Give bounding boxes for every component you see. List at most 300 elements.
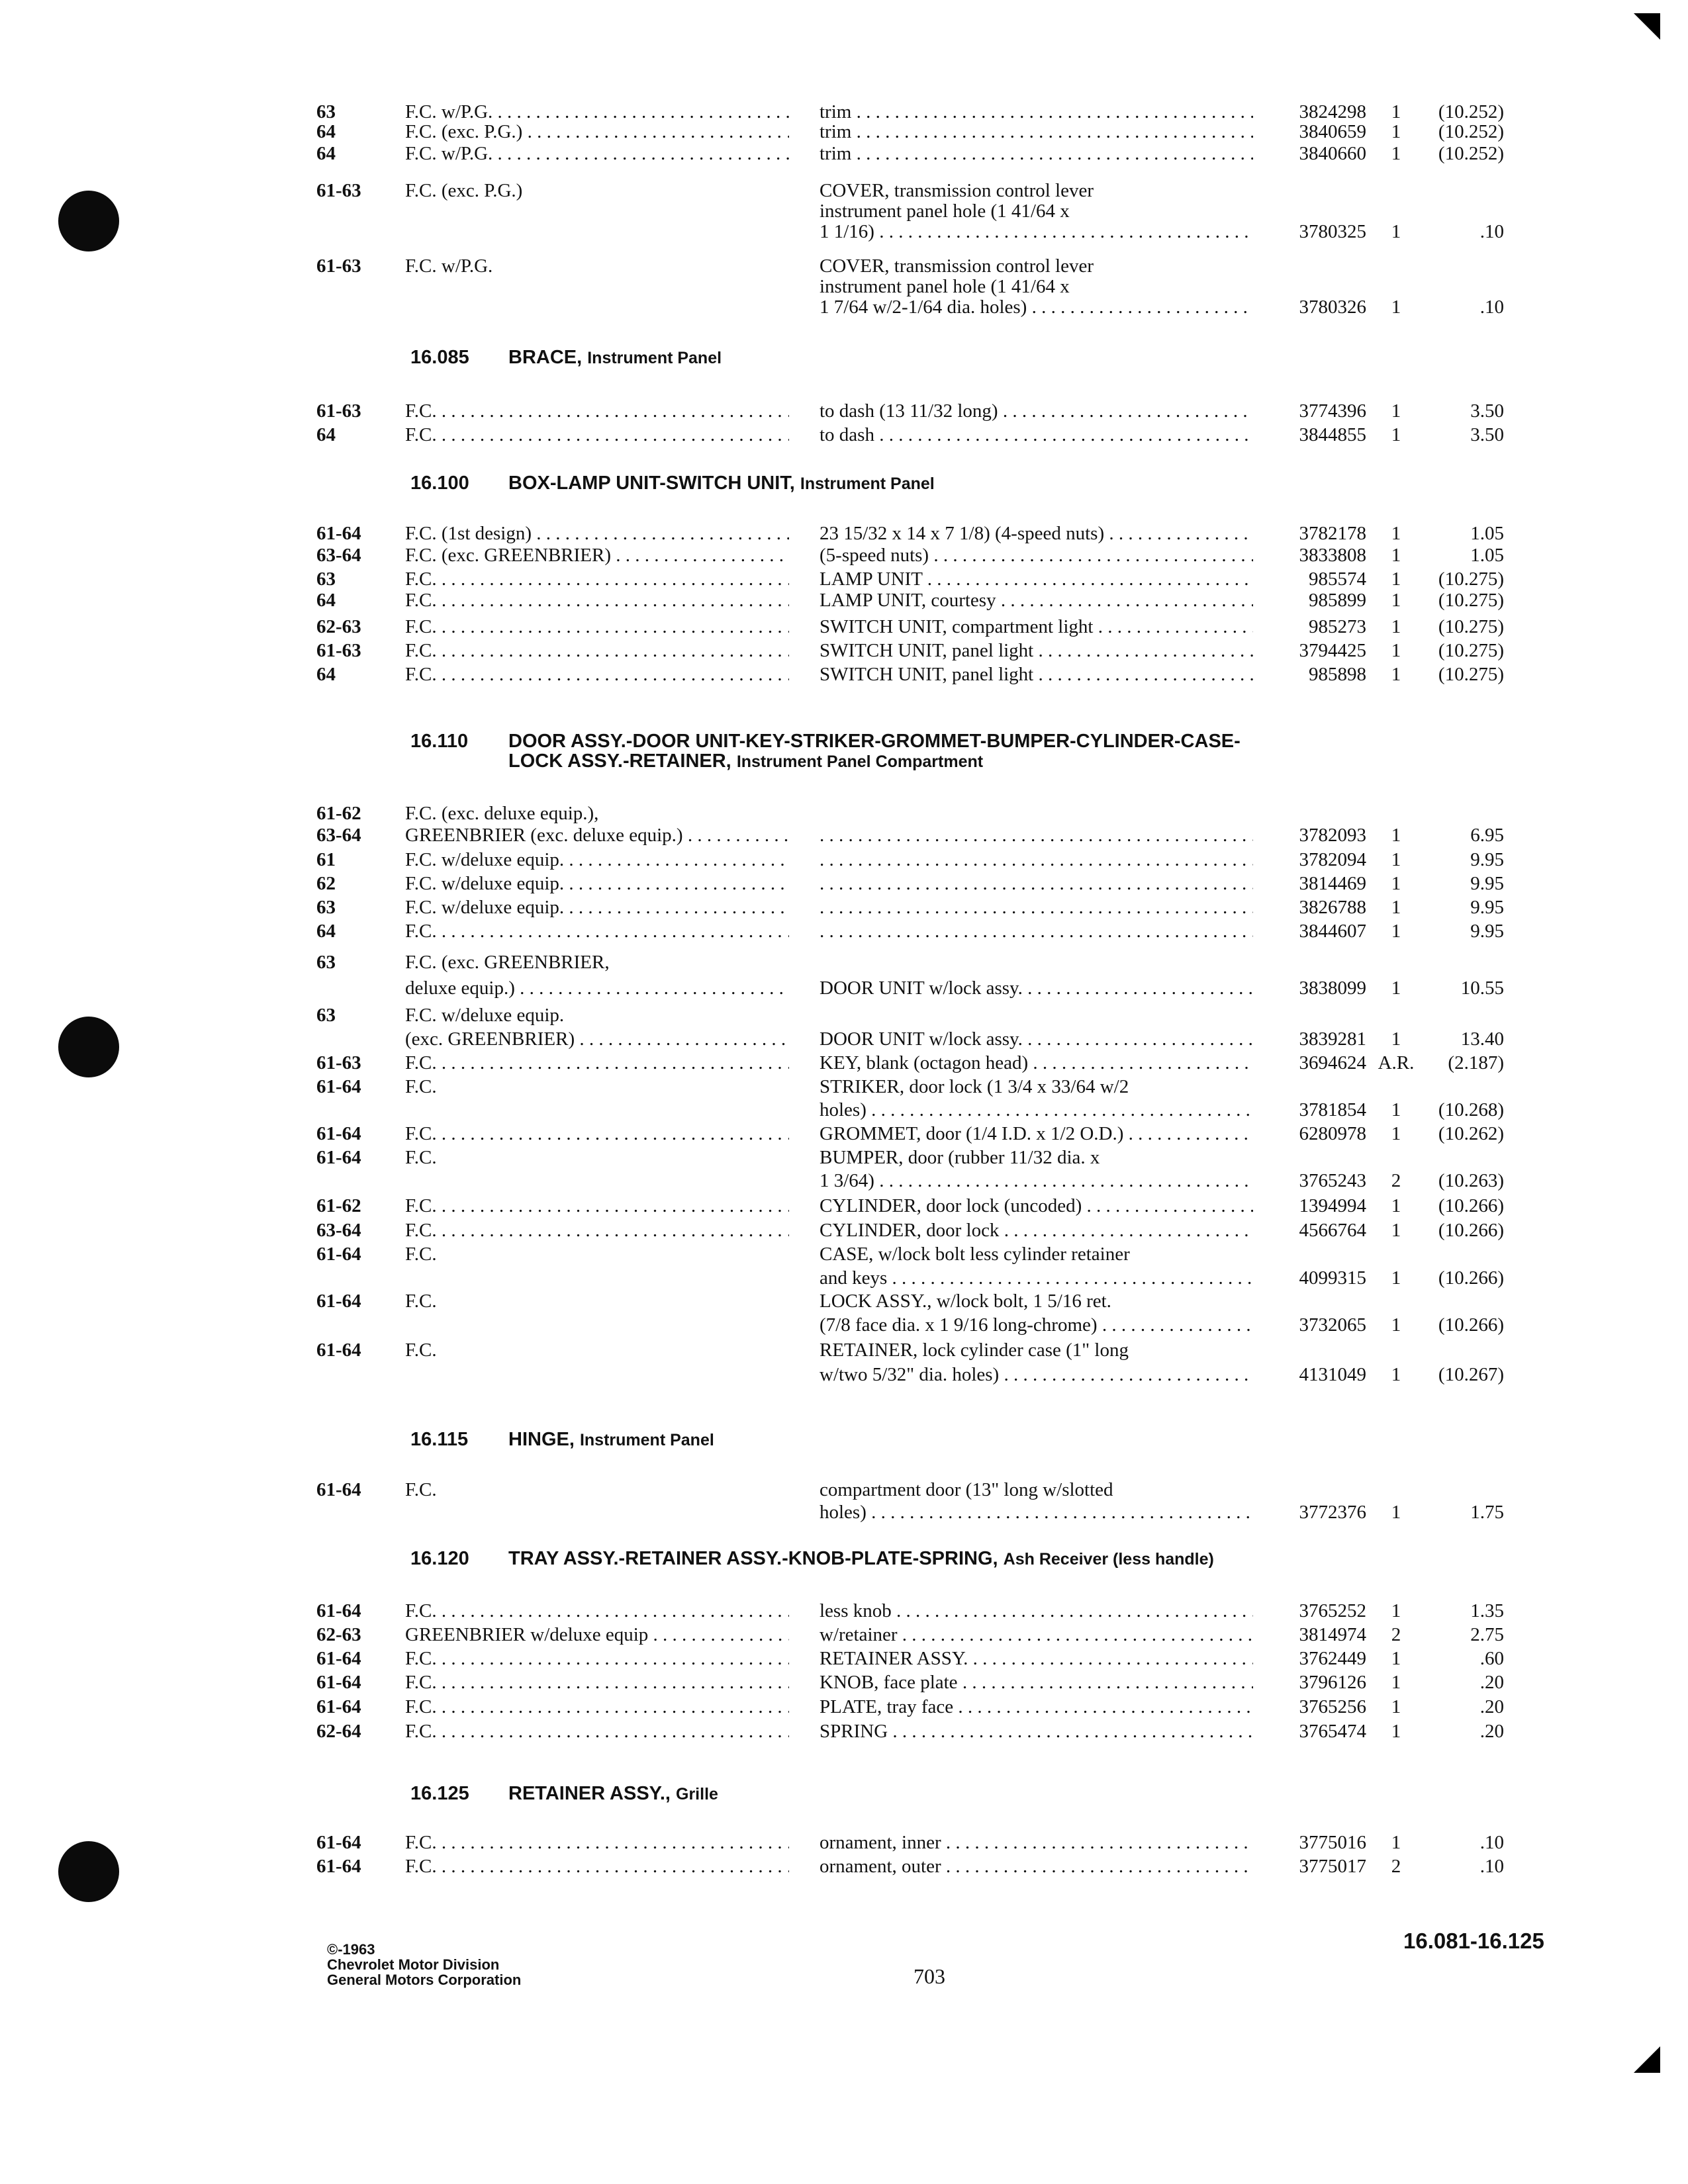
col-year: 63 [316, 101, 336, 122]
col-quantity: 1 [1391, 545, 1401, 566]
col-year: 61-64 [316, 1244, 361, 1265]
col-application: deluxe equip.) . . . [405, 976, 789, 1001]
col-year: 61-63 [316, 180, 361, 201]
col-application: F.C. . . . [405, 1854, 789, 1879]
col-description: LAMP UNIT . . . [820, 567, 1253, 592]
section-number: 16.115 [410, 1429, 469, 1450]
col-year: 61-64 [316, 1672, 361, 1693]
col-group: 9.95 [1470, 921, 1504, 942]
col-description: CYLINDER, door lock (uncoded) . . . [820, 1193, 1253, 1218]
section-title [508, 1426, 714, 1453]
col-description: 23 15/32 x 14 x 7 1/8) (4-speed nuts) . . . [820, 521, 1253, 546]
col-description: 1 1/16) . . . [820, 219, 1253, 244]
col-group: 2.75 [1470, 1624, 1504, 1645]
col-quantity: 2 [1391, 1624, 1401, 1645]
col-application: F.C. (exc. P.G.) . . . [405, 119, 789, 144]
catalog-row [0, 1026, 1688, 1052]
col-part-number: 3775017 [1299, 1856, 1366, 1877]
col-part-number: 3765243 [1299, 1170, 1366, 1191]
catalog-row [0, 1854, 1688, 1879]
col-part-number: 3772376 [1299, 1502, 1366, 1523]
catalog-row [0, 1500, 1688, 1525]
col-application: F.C. [405, 1291, 437, 1312]
col-group: 6.95 [1470, 825, 1504, 846]
col-group: 9.95 [1470, 873, 1504, 894]
col-group: (10.262) [1438, 1123, 1504, 1144]
col-group: .10 [1479, 221, 1504, 242]
catalog-row [0, 1694, 1688, 1719]
col-description: CASE, w/lock bolt less cylinder retainer [820, 1244, 1130, 1265]
col-group: 9.95 [1470, 897, 1504, 918]
col-description: and keys . . . [820, 1265, 1253, 1291]
col-application: GREENBRIER (exc. deluxe equip.) . . . [405, 823, 789, 848]
col-description [820, 823, 1253, 848]
col-application: F.C. [405, 1076, 437, 1097]
col-part-number: 4131049 [1299, 1364, 1366, 1385]
col-description: 1 3/64) . . . [820, 1168, 1253, 1193]
col-group: (10.266) [1438, 1195, 1504, 1216]
col-year: 61-62 [316, 1195, 361, 1216]
col-quantity: 1 [1391, 221, 1401, 242]
footer-copyright: ©-1963 [327, 1941, 375, 1958]
col-description: trim . . . [820, 99, 1253, 124]
catalog-row [0, 1121, 1688, 1146]
col-quantity: 1 [1391, 1600, 1401, 1621]
col-application: F.C. . . . [405, 1121, 789, 1146]
catalog-row [0, 847, 1688, 872]
col-quantity: 1 [1391, 1314, 1401, 1336]
page-number: 703 [914, 1964, 945, 1988]
col-year: 63 [316, 897, 336, 918]
catalog-row [0, 1646, 1688, 1671]
col-year: 62-63 [316, 616, 361, 637]
col-application: F.C. . . . [405, 1670, 789, 1695]
col-quantity: 1 [1391, 1832, 1401, 1853]
col-quantity: 1 [1391, 1028, 1401, 1050]
catalog-row [0, 1719, 1688, 1744]
col-quantity: 1 [1391, 921, 1401, 942]
col-quantity: 1 [1391, 1099, 1401, 1120]
col-year: 61-64 [316, 1696, 361, 1717]
section-title-main: DOOR ASSY.-DOOR UNIT-KEY-STRIKER-GROMMET-BUMPER-CYLINDER-CASE- [508, 731, 1241, 752]
col-part-number: 3824298 [1299, 101, 1366, 122]
col-description: PLATE, tray face . . . [820, 1694, 1253, 1719]
catalog-row [0, 895, 1688, 920]
col-part-number: 3765252 [1299, 1600, 1366, 1621]
col-description: LAMP UNIT, courtesy . . . [820, 588, 1253, 613]
section-title-main: TRAY ASSY.-RETAINER ASSY.-KNOB-PLATE-SPRING, [508, 1548, 998, 1569]
col-year: 61-64 [316, 523, 361, 544]
catalog-row [0, 1242, 1688, 1267]
catalog-row [0, 1622, 1688, 1647]
col-description: LOCK ASSY., w/lock bolt, 1 5/16 ret. [820, 1291, 1111, 1312]
col-part-number: 985899 [1309, 590, 1366, 611]
group-range: 16.081-16.125 [1403, 1929, 1544, 1953]
col-year: 61-64 [316, 1076, 361, 1097]
col-quantity: 1 [1391, 101, 1401, 122]
footer-credit [327, 1942, 521, 1987]
col-year: 61-64 [316, 1123, 361, 1144]
col-quantity: 1 [1391, 1502, 1401, 1523]
col-description: BUMPER, door (rubber 11/32 dia. x [820, 1147, 1100, 1168]
col-application: F.C. . . . [405, 588, 789, 613]
catalog-row [0, 1312, 1688, 1338]
col-year: 62-63 [316, 1624, 361, 1645]
section-number: 16.085 [410, 347, 469, 368]
section-title-main: HINGE, [508, 1429, 575, 1450]
col-description: CYLINDER, door lock . . . [820, 1218, 1253, 1243]
col-description: SWITCH UNIT, panel light . . . [820, 638, 1253, 663]
col-quantity: 1 [1391, 400, 1401, 422]
col-application: F.C. w/deluxe equip. [405, 1005, 565, 1026]
col-quantity: 1 [1391, 296, 1401, 318]
section-title [508, 1545, 1214, 1572]
col-description: holes) . . . [820, 1500, 1253, 1525]
col-application: F.C. w/deluxe equip. . . . [405, 871, 789, 896]
col-year: 61-63 [316, 640, 361, 661]
col-year: 61-63 [316, 1052, 361, 1073]
col-application: F.C. . . . [405, 398, 789, 424]
col-group: (10.266) [1438, 1220, 1504, 1241]
col-group: .20 [1479, 1721, 1504, 1742]
col-application: F.C. [405, 1147, 437, 1168]
col-application: F.C. . . . [405, 1193, 789, 1218]
col-group: 13.40 [1460, 1028, 1504, 1050]
col-quantity: 1 [1391, 1123, 1401, 1144]
col-description: DOOR UNIT w/lock assy. . . . [820, 976, 1253, 1001]
col-description: SWITCH UNIT, compartment light . . . [820, 614, 1253, 639]
col-description: COVER, transmission control lever [820, 180, 1094, 201]
col-part-number: 3765474 [1299, 1721, 1366, 1742]
col-group: 1.05 [1470, 545, 1504, 566]
catalog-row [0, 662, 1688, 687]
col-year: 64 [316, 664, 336, 685]
col-quantity: 1 [1391, 143, 1401, 164]
col-year: 61-64 [316, 1648, 361, 1669]
section-number: 16.100 [410, 473, 469, 494]
catalog-row [0, 614, 1688, 639]
col-part-number: 3794425 [1299, 640, 1366, 661]
catalog-row [0, 1670, 1688, 1695]
section-number: 16.120 [410, 1548, 469, 1569]
col-application: F.C. . . . [405, 1050, 789, 1075]
col-description: compartment door (13" long w/slotted [820, 1479, 1113, 1500]
col-group: .20 [1479, 1696, 1504, 1717]
col-application: F.C. w/deluxe equip. . . . [405, 847, 789, 872]
col-group: 3.50 [1470, 400, 1504, 422]
col-description: KNOB, face plate . . . [820, 1670, 1253, 1695]
col-application: F.C. w/deluxe equip. . . . [405, 895, 789, 920]
col-quantity: 1 [1391, 640, 1401, 661]
catalog-row [0, 398, 1688, 424]
col-year: 61-64 [316, 1856, 361, 1877]
col-quantity: 1 [1391, 1672, 1401, 1693]
col-quantity: 1 [1391, 1364, 1401, 1385]
col-application: (exc. GREENBRIER) . . . [405, 1026, 789, 1052]
col-part-number: 6280978 [1299, 1123, 1366, 1144]
col-year: 61-64 [316, 1479, 361, 1500]
col-part-number: 3814974 [1299, 1624, 1366, 1645]
catalog-row [0, 543, 1688, 568]
col-year: 63 [316, 952, 336, 973]
col-description [820, 895, 1253, 920]
col-description: RETAINER ASSY. . . . [820, 1646, 1253, 1671]
col-description: ornament, outer . . . [820, 1854, 1253, 1879]
col-part-number: 3775016 [1299, 1832, 1366, 1853]
section-title [508, 470, 935, 497]
col-group: 1.05 [1470, 523, 1504, 544]
col-application: F.C. . . . [405, 919, 789, 944]
col-part-number: 1394994 [1299, 1195, 1366, 1216]
col-application: F.C. . . . [405, 1218, 789, 1243]
col-part-number: 3839281 [1299, 1028, 1366, 1050]
col-application: F.C. (1st design) . . . [405, 521, 789, 546]
section-title-qualifier: Grille [676, 1785, 718, 1803]
section-title-main: BOX-LAMP UNIT-SWITCH UNIT, [508, 473, 795, 494]
col-application: F.C. [405, 1244, 437, 1265]
catalog-row [0, 1477, 1688, 1502]
col-part-number: 3838099 [1299, 978, 1366, 999]
col-application: F.C. [405, 1340, 437, 1361]
col-quantity: 1 [1391, 1220, 1401, 1241]
col-group: .10 [1479, 296, 1504, 318]
col-application: F.C. . . . [405, 567, 789, 592]
col-part-number: 3694624 [1299, 1052, 1366, 1073]
col-group: (10.275) [1438, 590, 1504, 611]
col-quantity: 1 [1391, 664, 1401, 685]
catalog-row [0, 871, 1688, 896]
col-description: GROMMET, door (1/4 I.D. x 1/2 O.D.) . . . [820, 1121, 1253, 1146]
col-description: KEY, blank (octagon head) . . . [820, 1050, 1253, 1075]
col-group: (10.252) [1438, 143, 1504, 164]
col-description [820, 871, 1253, 896]
col-quantity: 1 [1391, 1696, 1401, 1717]
col-group: 10.55 [1460, 978, 1504, 999]
col-quantity: 2 [1391, 1170, 1401, 1191]
col-description: trim . . . [820, 141, 1253, 166]
col-part-number: 4566764 [1299, 1220, 1366, 1241]
col-year: 62-64 [316, 1721, 361, 1742]
col-year: 62 [316, 873, 336, 894]
col-quantity: 2 [1391, 1856, 1401, 1877]
col-description: holes) . . . [820, 1097, 1253, 1122]
catalog-row [0, 919, 1688, 944]
col-quantity: 1 [1391, 873, 1401, 894]
catalog-row [0, 219, 1688, 244]
col-year: 63-64 [316, 825, 361, 846]
col-group: 3.50 [1470, 424, 1504, 445]
col-application: F.C. . . . [405, 1694, 789, 1719]
col-group: (10.266) [1438, 1267, 1504, 1289]
col-part-number: 3833808 [1299, 545, 1366, 566]
corner-mark-top [1634, 13, 1660, 40]
col-quantity: 1 [1391, 616, 1401, 637]
col-application: F.C. (exc. P.G.) [405, 180, 523, 201]
col-description: w/two 5/32" dia. holes) . . . [820, 1362, 1253, 1387]
col-part-number: 3840660 [1299, 143, 1366, 164]
section-number: 16.110 [410, 731, 469, 752]
col-part-number: 3840659 [1299, 121, 1366, 142]
catalog-row [0, 422, 1688, 447]
col-quantity: 1 [1391, 569, 1401, 590]
catalog-row [0, 823, 1688, 848]
col-quantity: 1 [1391, 1195, 1401, 1216]
col-group: (2.187) [1448, 1052, 1504, 1073]
col-description: SPRING . . . [820, 1719, 1253, 1744]
col-group: .10 [1479, 1856, 1504, 1877]
section-title-qualifier: Instrument Panel Compartment [736, 752, 984, 771]
col-application: F.C. (exc. GREENBRIER, [405, 952, 610, 973]
col-description: RETAINER, lock cylinder case (1" long [820, 1340, 1129, 1361]
catalog-row [0, 1097, 1688, 1122]
col-year: 61-64 [316, 1147, 361, 1168]
col-part-number: 3780326 [1299, 296, 1366, 318]
col-part-number: 3782093 [1299, 825, 1366, 846]
col-description: instrument panel hole (1 41/64 x [820, 276, 1070, 297]
col-application: F.C. [405, 1479, 437, 1500]
catalog-row [0, 1265, 1688, 1291]
col-year: 61-64 [316, 1291, 361, 1312]
col-quantity: 1 [1391, 590, 1401, 611]
section-title [508, 748, 983, 775]
col-group: .60 [1479, 1648, 1504, 1669]
col-year: 61 [316, 849, 336, 870]
col-group: (10.252) [1438, 101, 1504, 122]
col-description: (5-speed nuts) . . . [820, 543, 1253, 568]
col-year: 64 [316, 121, 336, 142]
catalog-row [0, 1362, 1688, 1387]
footer-corporation: General Motors Corporation [327, 1972, 522, 1988]
col-part-number: 3732065 [1299, 1314, 1366, 1336]
col-quantity: 1 [1391, 121, 1401, 142]
col-application: F.C. . . . [405, 1719, 789, 1744]
catalog-row [0, 950, 1688, 975]
col-application: F.C. (exc. GREENBRIER) . . . [405, 543, 789, 568]
col-group: (10.263) [1438, 1170, 1504, 1191]
col-year: 61-64 [316, 1340, 361, 1361]
catalog-row [0, 1168, 1688, 1193]
col-year: 63-64 [316, 1220, 361, 1241]
col-application: F.C. . . . [405, 1646, 789, 1671]
col-part-number: 985574 [1309, 569, 1366, 590]
section-title-qualifier: Instrument Panel [800, 475, 935, 493]
catalog-row [0, 1218, 1688, 1243]
catalog-row [0, 141, 1688, 166]
col-group: (10.275) [1438, 569, 1504, 590]
col-description: STRIKER, door lock (1 3/4 x 33/64 w/2 [820, 1076, 1129, 1097]
col-group: (10.275) [1438, 640, 1504, 661]
col-part-number: 3844607 [1299, 921, 1366, 942]
col-description: instrument panel hole (1 41/64 x [820, 201, 1070, 222]
col-quantity: 1 [1391, 1721, 1401, 1742]
col-year: 63-64 [316, 545, 361, 566]
col-application: F.C. . . . [405, 614, 789, 639]
col-year: 61-64 [316, 1832, 361, 1853]
col-part-number: 3781854 [1299, 1099, 1366, 1120]
col-quantity: 1 [1391, 1267, 1401, 1289]
catalog-row [0, 1074, 1688, 1099]
col-description: to dash (13 11/32 long) . . . [820, 398, 1253, 424]
catalog-row [0, 1289, 1688, 1314]
col-year: 63 [316, 569, 336, 590]
catalog-row [0, 976, 1688, 1001]
catalog-row [0, 1830, 1688, 1855]
col-description: SWITCH UNIT, panel light . . . [820, 662, 1253, 687]
col-group: (10.268) [1438, 1099, 1504, 1120]
col-group: .20 [1479, 1672, 1504, 1693]
col-group: .10 [1479, 1832, 1504, 1853]
col-group: 9.95 [1470, 849, 1504, 870]
col-quantity: 1 [1391, 424, 1401, 445]
col-application: F.C. . . . [405, 1830, 789, 1855]
col-group: (10.275) [1438, 616, 1504, 637]
col-application: F.C. (exc. deluxe equip.), [405, 803, 599, 824]
col-description: less knob . . . [820, 1598, 1253, 1623]
catalog-row [0, 1145, 1688, 1170]
catalog-row [0, 1598, 1688, 1623]
section-title-qualifier: Instrument Panel [579, 1431, 714, 1449]
col-group: (10.275) [1438, 664, 1504, 685]
section-title-qualifier: Instrument Panel [587, 349, 722, 367]
catalog-row [0, 1193, 1688, 1218]
col-year: 61-62 [316, 803, 361, 824]
col-part-number: 3796126 [1299, 1672, 1366, 1693]
col-quantity: A.R. [1378, 1052, 1415, 1073]
col-part-number: 3774396 [1299, 400, 1366, 422]
col-year: 61-64 [316, 1600, 361, 1621]
col-year: 64 [316, 143, 336, 164]
col-group: (10.252) [1438, 121, 1504, 142]
col-application: F.C. . . . [405, 662, 789, 687]
col-year: 61-63 [316, 255, 361, 277]
catalog-row [0, 1003, 1688, 1028]
col-year: 64 [316, 590, 336, 611]
catalog-row [0, 588, 1688, 613]
section-title-qualifier: Ash Receiver (less handle) [1003, 1550, 1214, 1569]
col-quantity: 1 [1391, 897, 1401, 918]
col-group: (10.267) [1438, 1364, 1504, 1385]
col-year: 61-63 [316, 400, 361, 422]
col-year: 64 [316, 424, 336, 445]
col-part-number: 3814469 [1299, 873, 1366, 894]
col-year: 64 [316, 921, 336, 942]
catalog-row [0, 638, 1688, 663]
col-application: F.C. w/P.G. . . . [405, 141, 789, 166]
col-application: F.C. w/P.G. [405, 255, 493, 277]
col-part-number: 3844855 [1299, 424, 1366, 445]
col-description [820, 919, 1253, 944]
col-application: F.C. . . . [405, 638, 789, 663]
col-part-number: 3782178 [1299, 523, 1366, 544]
section-title [508, 1780, 718, 1807]
col-description: DOOR UNIT w/lock assy. . . . [820, 1026, 1253, 1052]
col-quantity: 1 [1391, 978, 1401, 999]
col-quantity: 1 [1391, 1648, 1401, 1669]
section-title-main: RETAINER ASSY., [508, 1783, 671, 1804]
col-description: trim . . . [820, 119, 1253, 144]
col-part-number: 3826788 [1299, 897, 1366, 918]
col-description: COVER, transmission control lever [820, 255, 1094, 277]
col-description [820, 847, 1253, 872]
col-part-number: 985898 [1309, 664, 1366, 685]
col-group: (10.266) [1438, 1314, 1504, 1336]
col-description: 1 7/64 w/2-1/64 dia. holes) . . . [820, 295, 1253, 320]
col-part-number: 3782094 [1299, 849, 1366, 870]
col-group: 1.35 [1470, 1600, 1504, 1621]
col-part-number: 3762449 [1299, 1648, 1366, 1669]
catalog-row [0, 1050, 1688, 1075]
col-description: (7/8 face dia. x 1 9/16 long-chrome) . . . [820, 1312, 1253, 1338]
